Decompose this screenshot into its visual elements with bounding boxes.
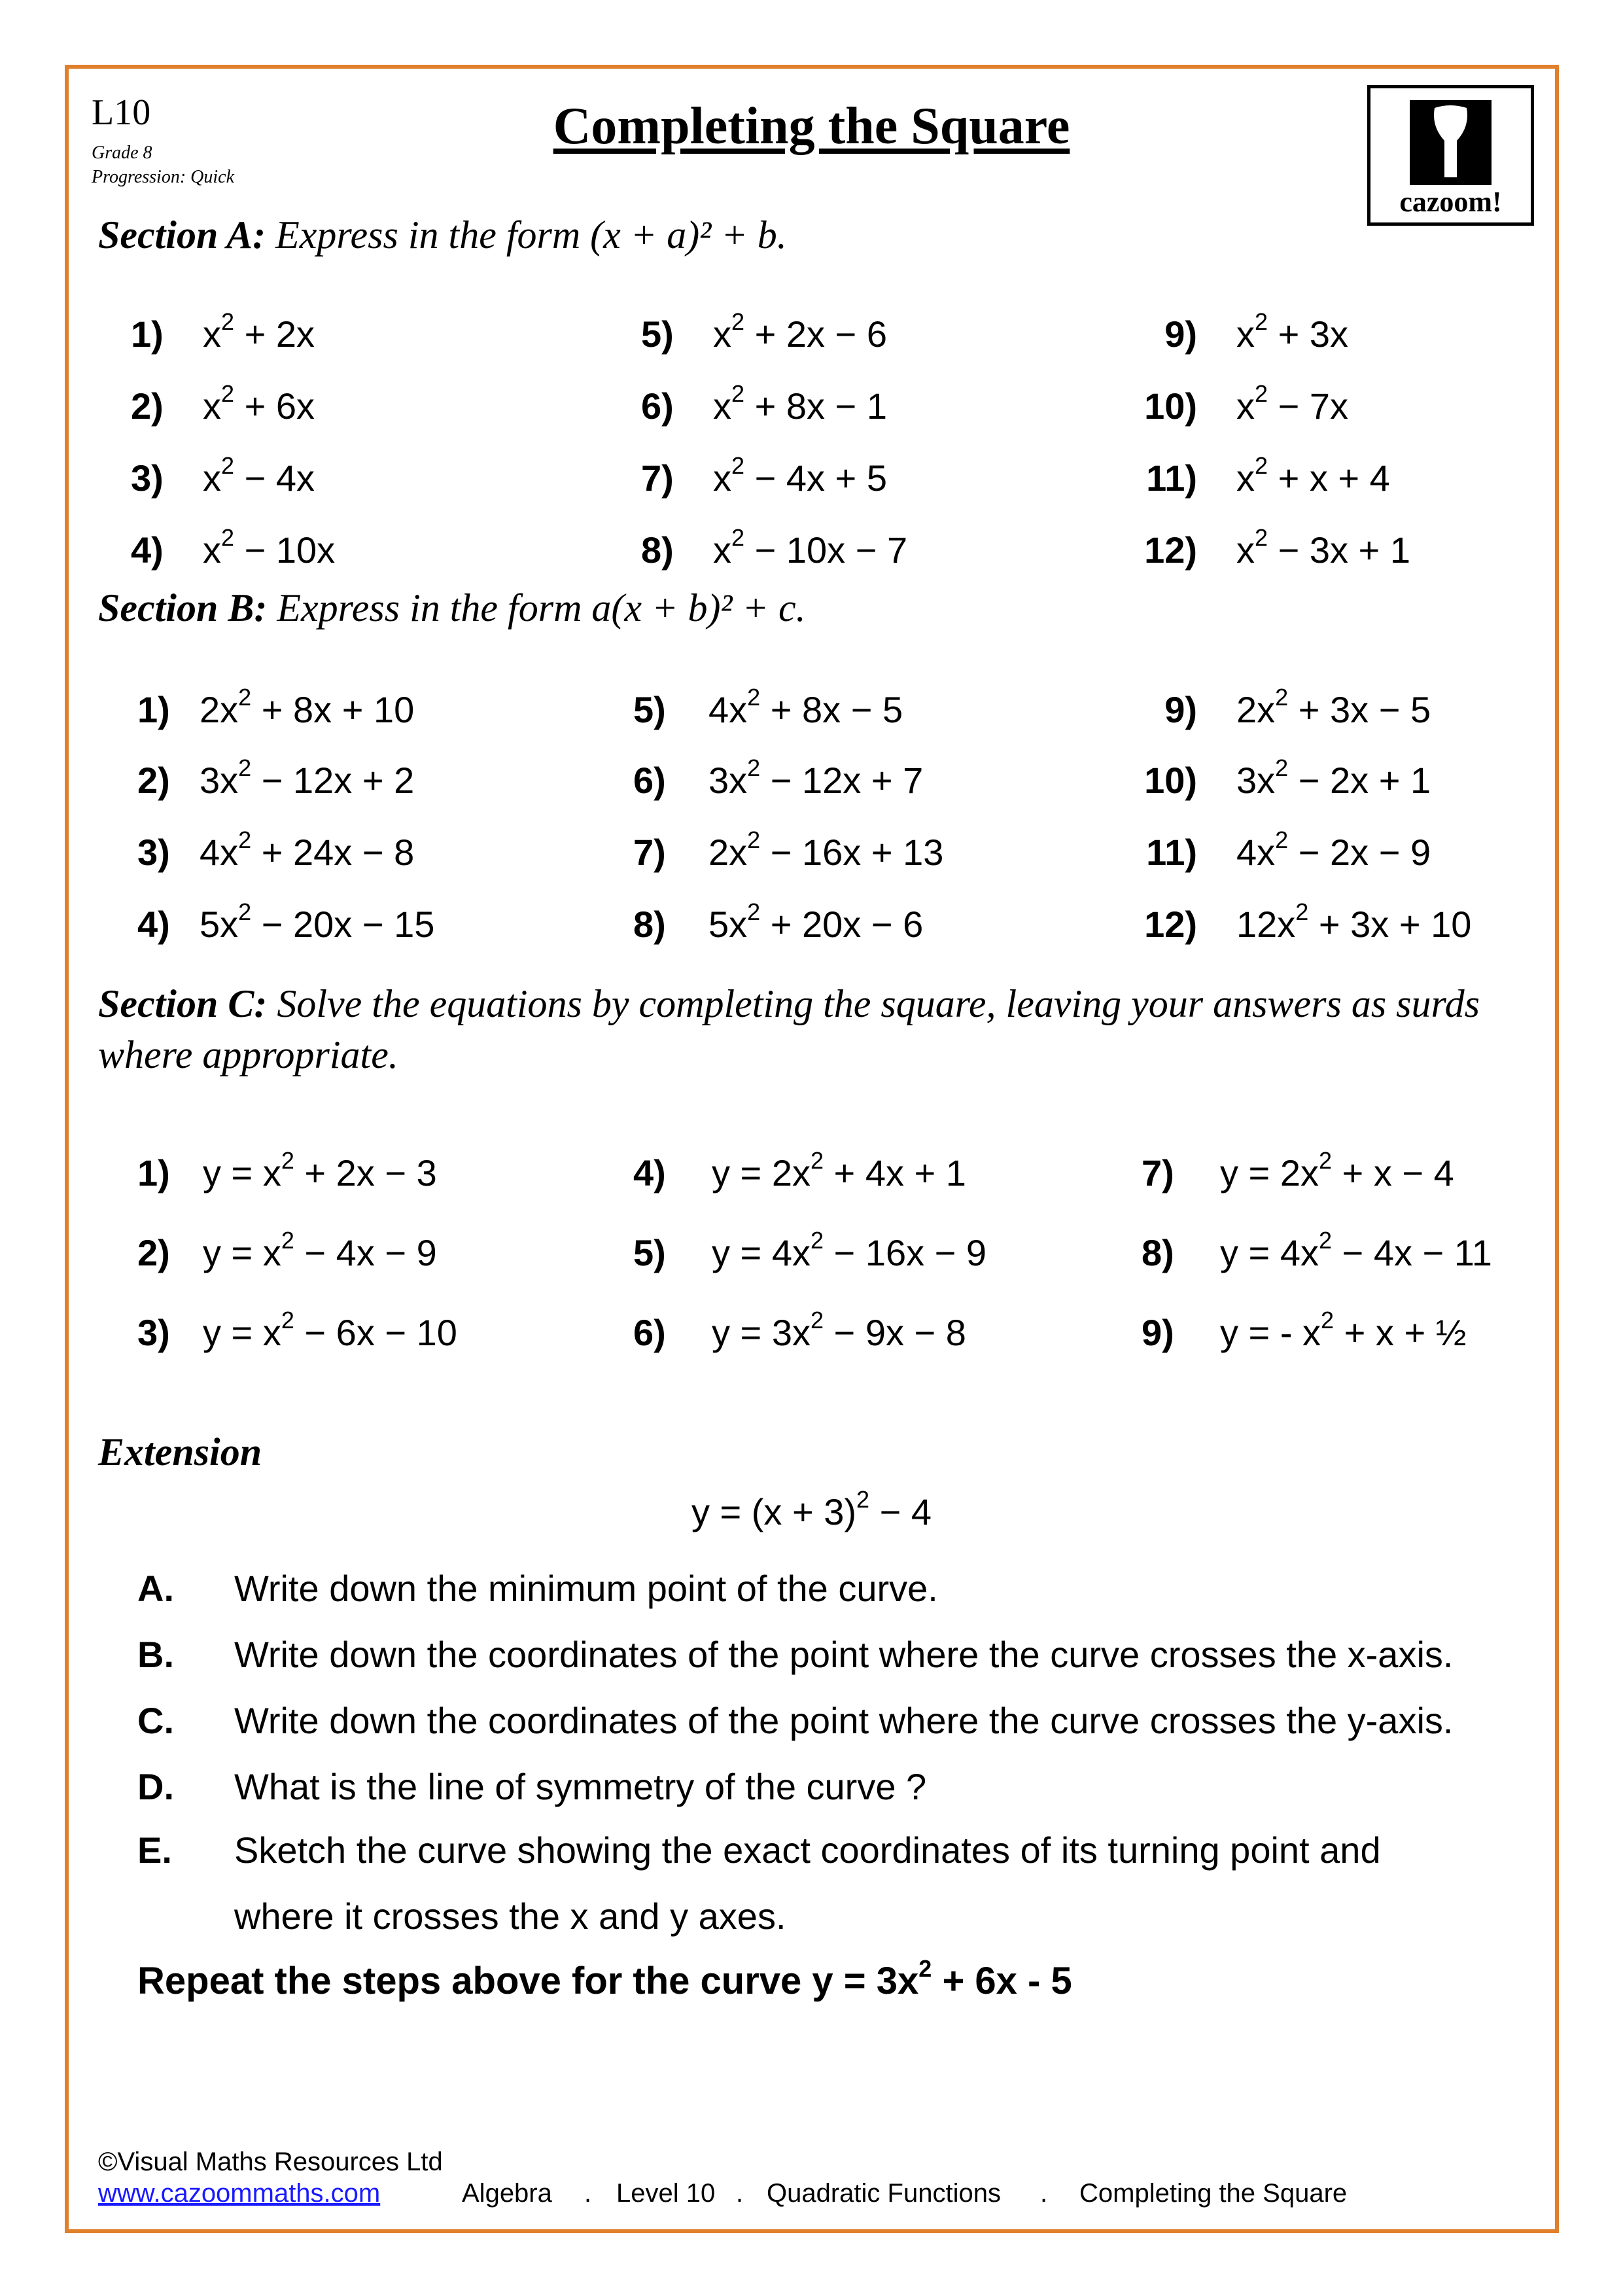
exponent: 2 <box>221 452 235 480</box>
question-number: 1) <box>137 1152 170 1193</box>
exponent: 2 <box>238 898 252 926</box>
equation-base: y = (x + 3) <box>691 1491 857 1532</box>
extension-heading: Extension <box>98 1430 262 1474</box>
question-expression <box>1236 524 1410 571</box>
question-expression <box>203 452 315 499</box>
expression-base: 5x <box>708 904 748 945</box>
exponent: 2 <box>810 1307 824 1334</box>
question-number: 12) <box>1144 529 1197 571</box>
question-number: 5) <box>633 689 666 730</box>
task-text: Write down the coordinates of the point where the curve crosses the y-axis. <box>234 1700 1454 1741</box>
expression-base: y = x <box>203 1152 281 1193</box>
exponent: 2 <box>238 826 252 854</box>
exponent: 2 <box>731 524 745 552</box>
question-expression <box>1220 1307 1467 1354</box>
expression-base: y = - x <box>1220 1312 1321 1353</box>
question-number: 10) <box>1144 760 1197 801</box>
expression-base: x <box>713 529 731 571</box>
exponent: 2 <box>747 826 761 854</box>
expression-rest: − 10x − 7 <box>744 529 908 571</box>
question-expression <box>713 452 887 499</box>
exponent: 2 <box>1295 898 1309 926</box>
repeat-text: Repeat the steps above for the curve y = 3x <box>137 1960 919 2002</box>
exponent: 2 <box>918 1954 932 1982</box>
expression-rest: + 3x + 10 <box>1308 904 1472 945</box>
expression-rest: + 8x + 10 <box>251 689 415 730</box>
question-expression <box>203 1227 437 1274</box>
expression-base: x <box>1236 457 1255 499</box>
footer-sheet: Completing the Square <box>1079 2179 1348 2208</box>
footer-separator: . <box>736 2179 744 2208</box>
question-expression <box>713 380 887 427</box>
task-text-continued: where it crosses the x and y axes. <box>234 1896 786 1937</box>
question-expression <box>1236 826 1431 874</box>
expression-rest: − 6x − 10 <box>294 1312 457 1353</box>
question-expression <box>1236 308 1348 355</box>
task-letter: A. <box>137 1568 174 1609</box>
repeat-instruction <box>137 1954 1072 2003</box>
exponent: 2 <box>221 308 235 336</box>
expression-rest: − 2x + 1 <box>1288 760 1431 801</box>
exponent: 2 <box>731 308 745 336</box>
question-expression <box>708 684 903 731</box>
question-number: 8) <box>641 529 674 571</box>
expression-rest: + 24x − 8 <box>251 832 415 873</box>
question-expression <box>708 826 944 874</box>
exponent: 2 <box>1318 1227 1332 1254</box>
section-c-instruction: Solve the equations by completing the square, leaving your answers as surds where appropriate. <box>98 982 1480 1076</box>
exponent: 2 <box>810 1147 824 1174</box>
question-expression <box>1236 898 1472 945</box>
exponent: 2 <box>221 524 235 552</box>
expression-base: 2x <box>200 689 239 730</box>
question-expression <box>1220 1227 1492 1274</box>
question-number: 7) <box>641 457 674 499</box>
question-number: 4) <box>633 1152 666 1193</box>
expression-rest: − 4x + 5 <box>744 457 887 499</box>
question-number: 2) <box>137 760 170 801</box>
expression-rest: − 2x − 9 <box>1288 832 1431 873</box>
task-text: What is the line of symmetry of the curve ? <box>234 1766 927 1807</box>
equation-rest: − 4 <box>869 1491 932 1532</box>
exponent: 2 <box>747 898 761 926</box>
exponent: 2 <box>1275 684 1289 711</box>
question-expression <box>708 754 924 802</box>
expression-base: y = x <box>203 1312 281 1353</box>
exponent: 2 <box>1321 1307 1335 1334</box>
exponent: 2 <box>1255 452 1268 480</box>
expression-base: y = x <box>203 1232 281 1273</box>
exponent: 2 <box>1318 1147 1332 1174</box>
question-expression <box>712 1147 966 1194</box>
level-code: L10 <box>92 92 151 133</box>
question-expression <box>712 1227 987 1274</box>
expression-rest: − 16x + 13 <box>760 832 944 873</box>
footer-separator: . <box>584 2179 592 2208</box>
exponent: 2 <box>856 1486 870 1513</box>
expression-rest: + 4x + 1 <box>824 1152 966 1193</box>
expression-rest: − 10x <box>234 529 336 571</box>
question-number: 3) <box>131 457 164 499</box>
website-link[interactable]: www.cazoommaths.com <box>98 2179 381 2208</box>
expression-base: x <box>203 457 221 499</box>
expression-base: 4x <box>1236 832 1276 873</box>
drum-icon <box>1410 100 1492 185</box>
question-number: 4) <box>137 904 170 945</box>
expression-base: y = 4x <box>712 1232 811 1273</box>
exponent: 2 <box>731 380 745 408</box>
expression-rest: + 3x − 5 <box>1288 689 1431 730</box>
exponent: 2 <box>281 1307 294 1334</box>
question-expression <box>1236 754 1431 802</box>
question-expression <box>200 898 435 945</box>
expression-base: 4x <box>200 832 239 873</box>
exponent: 2 <box>1275 826 1289 854</box>
question-expression <box>1220 1147 1454 1194</box>
question-number: 2) <box>131 385 164 427</box>
expression-base: 4x <box>708 689 748 730</box>
expression-base: x <box>1236 529 1255 571</box>
expression-base: y = 3x <box>712 1312 811 1353</box>
question-expression <box>713 308 887 355</box>
question-expression <box>203 1307 457 1354</box>
section-b-instruction: Express in the form a(x + b)² + c. <box>277 586 806 629</box>
question-number: 10) <box>1144 385 1197 427</box>
expression-base: x <box>713 457 731 499</box>
expression-base: x <box>713 385 731 427</box>
cazoom-logo <box>1367 85 1534 226</box>
expression-base: x <box>203 529 221 571</box>
section-a-instruction: Express in the form (x + a)² + b. <box>275 213 787 256</box>
section-b-label: Section B: <box>98 586 268 629</box>
exponent: 2 <box>1255 380 1268 408</box>
expression-rest: + 8x − 1 <box>744 385 887 427</box>
expression-rest: + x + ½ <box>1334 1312 1467 1353</box>
expression-base: x <box>713 313 731 355</box>
exponent: 2 <box>1255 308 1268 336</box>
question-number: 1) <box>131 313 164 355</box>
task-letter: D. <box>137 1766 174 1807</box>
exponent: 2 <box>747 754 761 782</box>
expression-base: 5x <box>200 904 239 945</box>
question-expression <box>200 754 415 802</box>
question-number: 6) <box>641 385 674 427</box>
question-number: 6) <box>633 1312 666 1353</box>
question-number: 6) <box>633 760 666 801</box>
expression-base: x <box>203 385 221 427</box>
expression-rest: − 16x − 9 <box>824 1232 987 1273</box>
exponent: 2 <box>238 754 252 782</box>
expression-rest: − 4x <box>234 457 315 499</box>
expression-rest: + 8x − 5 <box>760 689 903 730</box>
extension-equation <box>0 1486 1623 1533</box>
question-number: 1) <box>137 689 170 730</box>
question-expression <box>712 1307 966 1354</box>
copyright: ©Visual Maths Resources Ltd <box>98 2147 443 2176</box>
question-number: 7) <box>633 832 666 873</box>
footer-topic: Quadratic Functions <box>767 2179 1001 2208</box>
expression-base: 3x <box>1236 760 1276 801</box>
task-text: Sketch the curve showing the exact coordinates of its turning point and <box>234 1829 1381 1871</box>
expression-rest: − 3x + 1 <box>1268 529 1410 571</box>
exponent: 2 <box>747 684 761 711</box>
exponent: 2 <box>1255 524 1268 552</box>
question-expression <box>1236 684 1431 731</box>
exponent: 2 <box>281 1147 294 1174</box>
exponent: 2 <box>238 684 252 711</box>
question-number: 9) <box>1164 689 1197 730</box>
question-expression <box>203 524 336 571</box>
question-expression <box>1236 380 1348 427</box>
task-text: Write down the coordinates of the point where the curve crosses the x-axis. <box>234 1634 1454 1675</box>
question-number: 11) <box>1146 457 1197 499</box>
expression-base: 3x <box>200 760 239 801</box>
section-b-heading <box>98 586 806 631</box>
expression-rest: − 4x − 9 <box>294 1232 437 1273</box>
expression-rest: + x − 4 <box>1332 1152 1454 1193</box>
expression-base: 3x <box>708 760 748 801</box>
footer-separator: . <box>1040 2179 1048 2208</box>
expression-base: 2x <box>708 832 748 873</box>
question-expression <box>1236 452 1390 499</box>
question-expression <box>203 308 315 355</box>
exponent: 2 <box>810 1227 824 1254</box>
expression-base: y = 2x <box>1220 1152 1319 1193</box>
section-a-label: Section A: <box>98 213 266 256</box>
question-expression <box>200 684 415 731</box>
question-expression <box>203 1147 437 1194</box>
exponent: 2 <box>221 380 235 408</box>
question-number: 7) <box>1142 1152 1174 1193</box>
task-letter: C. <box>137 1700 174 1741</box>
question-number: 9) <box>1164 313 1197 355</box>
expression-base: 2x <box>1236 689 1276 730</box>
footer-level: Level 10 <box>616 2179 716 2208</box>
section-c-label: Section C: <box>98 982 268 1025</box>
expression-rest: + 2x − 6 <box>744 313 887 355</box>
question-number: 11) <box>1146 832 1197 873</box>
exponent: 2 <box>731 452 745 480</box>
expression-rest: + 2x − 3 <box>294 1152 437 1193</box>
expression-base: x <box>1236 385 1255 427</box>
grade-label: Grade 8 <box>92 143 152 163</box>
expression-rest: − 4x − 11 <box>1332 1232 1492 1273</box>
expression-base: y = 2x <box>712 1152 811 1193</box>
question-expression <box>713 524 908 571</box>
question-number: 3) <box>137 1312 170 1353</box>
expression-base: x <box>1236 313 1255 355</box>
expression-rest: − 20x − 15 <box>251 904 435 945</box>
task-letter: B. <box>137 1634 174 1675</box>
question-number: 5) <box>633 1232 666 1273</box>
expression-base: y = 4x <box>1220 1232 1319 1273</box>
question-expression <box>708 898 924 945</box>
task-text: Write down the minimum point of the curve. <box>234 1568 938 1609</box>
expression-rest: + 3x <box>1268 313 1348 355</box>
page-title: Completing the Square <box>553 97 1070 155</box>
logo-text: cazoom! <box>1399 186 1502 218</box>
expression-rest: + 2x <box>234 313 315 355</box>
exponent: 2 <box>1275 754 1289 782</box>
footer-subject: Algebra <box>462 2179 552 2208</box>
expression-rest: + x + 4 <box>1268 457 1390 499</box>
repeat-text-end: + 6x - 5 <box>932 1960 1072 2002</box>
expression-rest: + 6x <box>234 385 315 427</box>
question-number: 12) <box>1144 904 1197 945</box>
question-number: 3) <box>137 832 170 873</box>
expression-rest: − 7x <box>1268 385 1348 427</box>
question-expression <box>203 380 315 427</box>
question-number: 2) <box>137 1232 170 1273</box>
expression-rest: − 12x + 7 <box>760 760 924 801</box>
question-number: 8) <box>1142 1232 1174 1273</box>
section-c-heading <box>98 978 1537 1080</box>
question-number: 8) <box>633 904 666 945</box>
progression-label: Progression: Quick <box>92 167 234 187</box>
expression-rest: − 12x + 2 <box>251 760 415 801</box>
question-expression <box>200 826 415 874</box>
exponent: 2 <box>281 1227 294 1254</box>
question-number: 4) <box>131 529 164 571</box>
expression-base: x <box>203 313 221 355</box>
task-letter: E. <box>137 1829 172 1871</box>
section-a-heading <box>98 213 787 258</box>
question-number: 9) <box>1142 1312 1174 1353</box>
expression-rest: − 9x − 8 <box>824 1312 966 1353</box>
expression-rest: + 20x − 6 <box>760 904 924 945</box>
question-number: 5) <box>641 313 674 355</box>
expression-base: 12x <box>1236 904 1296 945</box>
